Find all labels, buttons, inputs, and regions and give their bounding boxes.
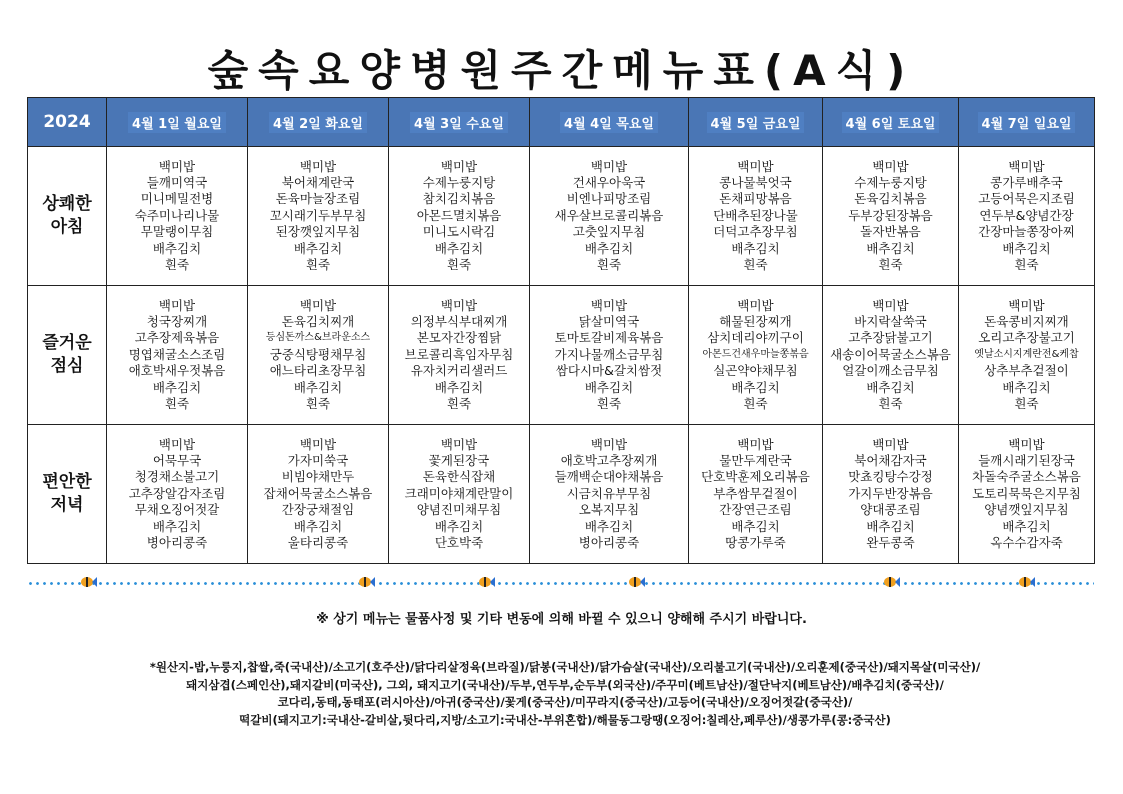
menu-item: 고추장알감자조림 — [128, 485, 226, 501]
menu-item: 흰죽 — [164, 257, 190, 273]
menu-item: 백미밥 — [737, 297, 774, 313]
day-header — [689, 98, 823, 147]
menu-item: 흰죽 — [596, 396, 622, 412]
menu-item: 얼갈이깨소금무침 — [842, 363, 939, 379]
menu-item: 양념깻잎지무침 — [984, 502, 1069, 518]
menu-item: 해물된장찌개 — [719, 313, 792, 329]
menu-item: 고춧잎지무침 — [572, 224, 646, 240]
fish-icon — [357, 575, 375, 589]
menu-item: 본모자간장찜닭 — [416, 330, 502, 346]
menu-item: 흰죽 — [878, 257, 903, 273]
meal-label-line: 아침 — [50, 217, 84, 237]
menu-cell — [389, 425, 530, 564]
menu-cell — [823, 286, 959, 425]
menu-item: 미니도시락김 — [422, 224, 496, 240]
menu-item: 백미밥 — [299, 297, 337, 313]
menu-item: 비빔야채만두 — [281, 469, 355, 485]
menu-item: 참치김치볶음 — [422, 191, 496, 207]
menu-item: 삼치데리야끼구이 — [707, 330, 804, 346]
menu-item: 배추김치 — [584, 240, 634, 256]
menu-item: 배추김치 — [731, 518, 780, 534]
day-header — [389, 98, 530, 147]
menu-item: 백미밥 — [737, 158, 774, 174]
menu-item: 두부강된장볶음 — [848, 207, 933, 223]
day-header-label: 4월 7일 일요일 — [978, 112, 1076, 133]
menu-item: 백미밥 — [590, 436, 628, 452]
origin-info — [60, 659, 1070, 729]
day-header — [823, 98, 959, 147]
menu-cell — [689, 286, 823, 425]
meal-label — [28, 286, 107, 425]
menu-item: 명엽채굴소스조림 — [128, 346, 226, 362]
day-header — [107, 98, 248, 147]
menu-item: 배추김치 — [434, 518, 484, 534]
fish-icon — [79, 575, 97, 589]
menu-item: 백미밥 — [590, 158, 628, 174]
menu-item: 부추쌈무겉절이 — [713, 485, 798, 501]
menu-item: 배추김치 — [293, 379, 343, 395]
day-header-label: 4월 6일 토요일 — [842, 112, 940, 133]
menu-item: 의정부식부대찌개 — [410, 313, 508, 329]
menu-item: 꼬시래기두부무침 — [269, 207, 367, 223]
menu-item: 배추김치 — [434, 379, 484, 395]
menu-item: 궁중식탕평채무침 — [269, 346, 367, 362]
menu-item: 백미밥 — [1008, 158, 1045, 174]
menu-cell — [959, 147, 1095, 286]
menu-item: 건새우아욱국 — [572, 174, 646, 190]
menu-item: 병아리콩죽 — [578, 535, 640, 551]
menu-item: 배추김치 — [1002, 379, 1051, 395]
meal-label-line: 즐거운 — [42, 333, 92, 353]
menu-item: 쌈다시마&갈치쌈젓 — [555, 363, 663, 379]
fish-icon — [477, 575, 495, 589]
menu-item: 흰죽 — [1014, 396, 1039, 412]
menu-item: 상추부추겉절이 — [984, 363, 1069, 379]
menu-item: 단배추된장나물 — [713, 207, 798, 223]
menu-item: 바지락살쑥국 — [854, 313, 927, 329]
menu-item: 배추김치 — [731, 379, 780, 395]
menu-cell — [107, 286, 248, 425]
meal-label-line: 저녁 — [50, 495, 84, 515]
day-header — [248, 98, 389, 147]
menu-item: 닭살미역국 — [578, 313, 640, 329]
menu-item: 돌자반볶음 — [860, 224, 921, 240]
menu-item: 오리고추장불고기 — [978, 330, 1075, 346]
menu-item: 병아리콩죽 — [146, 535, 208, 551]
menu-item: 배추김치 — [731, 240, 780, 256]
meal-label — [28, 147, 107, 286]
meal-row — [28, 286, 1095, 425]
menu-item: 단호박죽 — [434, 535, 484, 551]
menu-item: 흰죽 — [743, 257, 768, 273]
menu-item: 청국장찌개 — [146, 313, 208, 329]
menu-item: 간장마늘쫑장아찌 — [978, 224, 1075, 240]
menu-item: 크래미야채계란말이 — [404, 485, 514, 501]
menu-item: 배추김치 — [1002, 240, 1051, 256]
menu-item: 도토리묵묵은지무침 — [972, 485, 1081, 501]
menu-item: 백미밥 — [737, 436, 774, 452]
menu-cell — [107, 147, 248, 286]
menu-cell — [530, 147, 689, 286]
menu-item: 배추김치 — [584, 518, 634, 534]
menu-item: 아몬드건새우마늘쫑볶음 — [702, 348, 809, 360]
meal-label-line: 점심 — [50, 356, 84, 376]
menu-item: 북어채감자국 — [854, 452, 927, 468]
menu-item: 애느타리초장무침 — [269, 363, 367, 379]
day-header — [959, 98, 1095, 147]
menu-item: 울타리콩죽 — [287, 535, 349, 551]
menu-item: 백미밥 — [872, 158, 909, 174]
menu-item: 콩가루배추국 — [990, 174, 1063, 190]
menu-item: 흰죽 — [1014, 257, 1039, 273]
menu-item: 유자치커리샐러드 — [410, 363, 508, 379]
meal-row — [28, 425, 1095, 564]
menu-item: 백미밥 — [158, 436, 196, 452]
menu-item: 북어채계란국 — [281, 174, 355, 190]
menu-item: 흰죽 — [596, 257, 622, 273]
menu-item: 간장연근조림 — [719, 502, 792, 518]
menu-cell — [389, 147, 530, 286]
menu-cell — [959, 425, 1095, 564]
menu-item: 수제누룽지탕 — [422, 174, 496, 190]
menu-item: 백미밥 — [440, 158, 478, 174]
menu-item: 들깨시래기된장국 — [978, 452, 1075, 468]
menu-item: 백미밥 — [872, 436, 909, 452]
menu-cell — [689, 425, 823, 564]
menu-cell — [107, 425, 248, 564]
menu-cell — [530, 286, 689, 425]
menu-cell — [823, 425, 959, 564]
origin-line: 돼지삼겹(스페인산),돼지갈비(미국산), 그외, 돼지고기(국내산)/두부,연두부,순두부(외국산)/주꾸미(베트남산)/절단낙지(베트남산)/배추김치(중국산)/ — [186, 677, 944, 692]
fish-icon — [1017, 575, 1035, 589]
menu-item: 실곤약야채무침 — [713, 363, 798, 379]
menu-item: 돈육콩비지찌개 — [984, 313, 1069, 329]
menu-cell — [959, 286, 1095, 425]
menu-item: 꽃게된장국 — [428, 452, 490, 468]
menu-item: 가지두반장볶음 — [848, 485, 933, 501]
menu-item: 고추장닭불고기 — [848, 330, 933, 346]
menu-item: 흰죽 — [446, 396, 472, 412]
menu-item: 오복지무침 — [578, 502, 640, 518]
menu-item: 청경채소불고기 — [134, 469, 220, 485]
meal-row — [28, 147, 1095, 286]
day-header-label: 4월 4일 목요일 — [560, 112, 658, 133]
menu-item: 시금치유부무침 — [566, 485, 652, 501]
menu-item: 양념진미채무침 — [416, 502, 502, 518]
menu-item: 비엔나피망조림 — [566, 191, 652, 207]
menu-item: 돈육김치찌개 — [281, 313, 355, 329]
menu-item: 배추김치 — [152, 518, 202, 534]
origin-line: *원산지-밥,누룽지,찹쌀,죽(국내산)/소고기(호주산)/닭다리살정육(브라질)/닭봉(국내산)/닭가슴살(국내산)/오리불고기(국내산)/오리훈제(중국산)/돼지목살(미국산)/ — [149, 660, 981, 674]
menu-item: 백미밥 — [1008, 297, 1045, 313]
menu-item: 배추김치 — [152, 240, 202, 256]
day-header-label: 4월 2일 화요일 — [269, 112, 367, 133]
menu-item: 흰죽 — [446, 257, 472, 273]
menu-item: 백미밥 — [299, 158, 337, 174]
menu-item: 애호박새우젓볶음 — [128, 363, 226, 379]
fish-decoration-divider — [27, 574, 1094, 592]
menu-item: 가자미쑥국 — [287, 452, 349, 468]
menu-item: 무말랭이무침 — [140, 224, 214, 240]
menu-item: 흰죽 — [743, 396, 768, 412]
menu-item: 배추김치 — [584, 379, 634, 395]
menu-item: 배추김치 — [152, 379, 202, 395]
menu-item: 백미밥 — [158, 158, 196, 174]
menu-item: 백미밥 — [299, 436, 337, 452]
menu-item: 흰죽 — [305, 257, 331, 273]
menu-item: 더덕고추장무침 — [713, 224, 798, 240]
menu-item: 돈육한식잡채 — [422, 469, 496, 485]
menu-cell — [248, 286, 389, 425]
menu-item: 된장깻잎지무침 — [275, 224, 361, 240]
day-header-label: 4월 5일 금요일 — [707, 112, 805, 133]
menu-item: 배추김치 — [293, 240, 343, 256]
menu-item: 토마토갈비제육볶음 — [554, 330, 664, 346]
menu-item: 백미밥 — [158, 297, 196, 313]
menu-cell — [248, 425, 389, 564]
menu-item: 양대콩조림 — [860, 502, 921, 518]
notice-text: ※ 상기 메뉴는 물품사정 및 기타 변동에 의해 바뀔 수 있으니 양해해 주시기 바랍니다. — [316, 612, 807, 627]
menu-item: 완두콩죽 — [866, 535, 915, 551]
menu-item: 흰죽 — [164, 396, 190, 412]
menu-item: 배추김치 — [434, 240, 484, 256]
menu-item: 무채오징어젓갈 — [134, 502, 220, 518]
weekly-menu-table — [27, 97, 1095, 564]
menu-item: 새송이어묵굴소스볶음 — [830, 346, 951, 362]
menu-item: 간장궁채절임 — [281, 502, 355, 518]
menu-cell — [389, 286, 530, 425]
origin-line: 떡갈비(돼지고기:국내산-갈비살,뒷다리,지방/소고기:국내산-부위혼합)/해물동그랑땡(오징어:칠레산,페루산)/생콩가루(콩:중국산) — [239, 712, 891, 727]
menu-item: 잡채어묵굴소스볶음 — [263, 485, 373, 501]
origin-line: 코다리,동태,동태포(러시아산)/아귀(중국산)/꽃게(중국산)/미꾸라지(중국산)/고등어(국내산)/오징어젓갈(중국산)/ — [277, 695, 853, 709]
menu-item: 돈육마늘장조림 — [275, 191, 361, 207]
menu-item: 옛날소시지계란전&케찹 — [974, 348, 1079, 360]
menu-item: 배추김치 — [866, 518, 915, 534]
menu-item: 고추장제육볶음 — [134, 330, 220, 346]
menu-item: 백미밥 — [590, 297, 628, 313]
fish-icon — [627, 575, 645, 589]
menu-item: 애호박고추장찌개 — [560, 452, 658, 468]
menu-item: 등심돈까스&브라운소스 — [265, 332, 371, 344]
meal-label — [28, 425, 107, 564]
menu-item: 배추김치 — [1002, 518, 1051, 534]
menu-item: 백미밥 — [1008, 436, 1045, 452]
menu-item: 차돌숙주굴소스볶음 — [972, 469, 1081, 485]
menu-item: 들깨미역국 — [146, 174, 208, 190]
menu-item: 수제누룽지탕 — [854, 174, 927, 190]
menu-item: 옥수수감자죽 — [990, 535, 1063, 551]
header-row — [28, 98, 1095, 147]
menu-cell — [689, 147, 823, 286]
menu-item: 배추김치 — [866, 379, 915, 395]
menu-item: 숙주미나리나물 — [134, 207, 220, 223]
fish-icon — [882, 575, 900, 589]
menu-item: 맛쵸킹탕수강정 — [848, 469, 933, 485]
menu-item: 어묵무국 — [152, 452, 202, 468]
dotted-line — [27, 582, 1094, 585]
menu-item: 돈육김치볶음 — [854, 191, 927, 207]
year-header: 2024 — [28, 98, 107, 147]
menu-item: 돈채피망볶음 — [719, 191, 792, 207]
menu-body — [28, 147, 1095, 564]
menu-item: 미니메밀전병 — [140, 191, 214, 207]
menu-item: 들깨백순대야채볶음 — [554, 469, 664, 485]
page-title: 숲속요양병원주간메뉴표(A식) — [207, 46, 916, 95]
menu-item: 연두부&양념간장 — [979, 207, 1074, 223]
menu-item: 브로콜리흑임자무침 — [404, 346, 514, 362]
menu-item: 아몬드멸치볶음 — [416, 207, 502, 223]
day-header-label: 4월 1일 월요일 — [128, 112, 226, 133]
day-header-label: 4월 3일 수요일 — [410, 112, 508, 133]
menu-cell — [530, 425, 689, 564]
meal-label-line: 편안한 — [42, 472, 92, 492]
menu-item: 배추김치 — [866, 240, 915, 256]
meal-label-line: 상쾌한 — [42, 194, 92, 214]
menu-item: 배추김치 — [293, 518, 343, 534]
menu-item: 흰죽 — [878, 396, 903, 412]
menu-item: 물만두계란국 — [719, 452, 792, 468]
menu-item: 가지나물깨소금무침 — [554, 346, 664, 362]
menu-cell — [823, 147, 959, 286]
day-header — [530, 98, 689, 147]
menu-cell — [248, 147, 389, 286]
menu-item: 단호박훈제오리볶음 — [701, 469, 810, 485]
menu-item: 고등어묵은지조림 — [978, 191, 1075, 207]
menu-item: 백미밥 — [440, 297, 478, 313]
menu-item: 백미밥 — [440, 436, 478, 452]
menu-item: 백미밥 — [872, 297, 909, 313]
menu-item: 땅콩가루죽 — [725, 535, 786, 551]
menu-item: 흰죽 — [305, 396, 331, 412]
menu-item: 새우살브로콜리볶음 — [554, 207, 664, 223]
menu-item: 콩나물북엇국 — [719, 174, 792, 190]
